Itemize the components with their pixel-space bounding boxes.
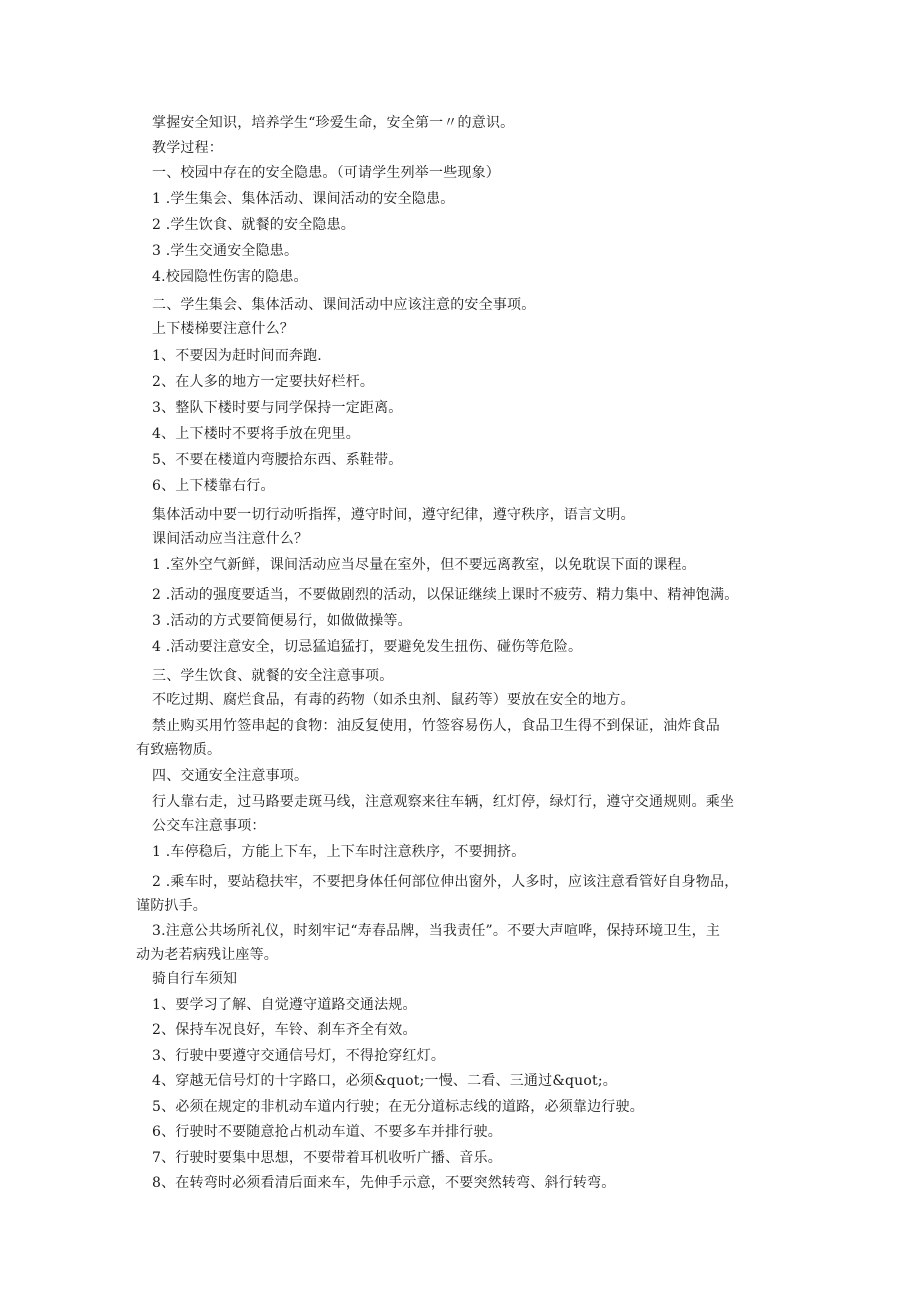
text-line: 谨防扒手。 <box>136 898 207 914</box>
text-line: 7、行驶时要集中思想，不要带着耳机收听广播、音乐。 <box>152 1150 502 1166</box>
text-line: 2 .活动的强度要适当，不要做剧烈的活动，以保证继续上课时不疲劳、精力集中、精神饱满。 <box>152 587 739 603</box>
text-line: 禁止购买用竹签串起的食物：油反复使用，竹签容易伤人，食品卫生得不到保证，油炸食品 <box>152 718 720 734</box>
text-line: 3.注意公共场所礼仪，时刻牢记“寿春品牌，当我责任”。不要大声喧哗，保持环境卫生，主 <box>152 923 721 939</box>
text-line: 1、要学习了解、自觉遵守道路交通法规。 <box>152 997 417 1013</box>
text-line: 教学过程： <box>152 140 223 156</box>
text-line: 6、上下楼靠右行。 <box>152 478 275 494</box>
text-line: 掌握安全知识，培养学生“珍爱生命，安全第一〃的意识。 <box>152 115 515 131</box>
text-line: 1 .车停稳后，方能上下车，上下车时注意秩序，不要拥挤。 <box>152 844 526 860</box>
text-line: 三、学生饮食、就餐的安全注意事项。 <box>152 668 394 684</box>
text-line: 行人靠右走，过马路要走斑马线，注意观察来往车辆，红灯停，绿灯行，遵守交通规则。乘坐 <box>152 794 735 810</box>
text-line: 二、学生集会、集体活动、课间活动中应该注意的安全事项。 <box>152 297 536 313</box>
text-line: 1 .室外空气新鲜，课间活动应当尽量在室外，但不要远离教室，以免耽误下面的课程。 <box>152 557 696 573</box>
text-line: 2 .学生饮食、就餐的安全隐患。 <box>152 217 356 233</box>
text-line: 5、必须在规定的非机动车道内行驶；在无分道标志线的道路，必须靠边行驶。 <box>152 1099 644 1115</box>
text-line: 上下楼梯要注意什么？ <box>152 321 294 337</box>
text-line: 1 .学生集会、集体活动、课间活动的安全隐患。 <box>152 191 455 207</box>
text-line: 有致癌物质。 <box>136 742 222 758</box>
text-line: 3、整队下楼时要与同学保持一定距离。 <box>152 400 403 416</box>
text-line: 公交车注意事项： <box>152 818 266 834</box>
text-line: 3 .活动的方式要简便易行，如做做操等。 <box>152 613 412 629</box>
text-line: 2、在人多的地方一定要扶好栏杆。 <box>152 374 375 390</box>
text-line: 四、交通安全注意事项。 <box>152 768 309 784</box>
text-line: 4、上下楼时不要将手放在兜里。 <box>152 426 360 442</box>
text-line: 不吃过期、腐烂食品，有毒的药物（如杀虫剂、鼠药等）要放在安全的地方。 <box>152 692 635 708</box>
text-line: 集体活动中要一切行动听指挥，遵守时间，遵守纪律，遵守秩序，语言文明。 <box>152 507 635 523</box>
text-line: 动为老若病残让座等。 <box>136 947 278 963</box>
text-line: 3、行驶中要遵守交通信号灯，不得抢穿红灯。 <box>152 1048 446 1064</box>
text-line: 8、在转弯时必须看清后面来车，先伸手示意，不要突然转弯、斜行转弯。 <box>152 1175 616 1191</box>
text-line: 6、行驶时不要随意抢占机动车道、不要多车并排行驶。 <box>152 1124 502 1140</box>
text-line: 骑自行车须知 <box>152 971 238 987</box>
text-line: 4.校园隐性伤害的隐患。 <box>152 269 308 285</box>
text-line: 2、保持车况良好，车铃、刹车齐全有效。 <box>152 1022 417 1038</box>
text-line: 课间活动应当注意什么？ <box>152 531 309 547</box>
text-line: 1、不要因为赶时间而奔跑. <box>152 348 322 364</box>
text-line: 2 .乘车时，要站稳扶牢，不要把身体任何部位伸出窗外，人多时，应该注意看管好自身物品， <box>152 874 739 890</box>
text-line: 5、不要在楼道内弯腰拾东西、系鞋带。 <box>152 452 403 468</box>
text-line: 3 .学生交通安全隐患。 <box>152 243 299 259</box>
text-line: 4、穿越无信号灯的十字路口，必须&quot;一慢、二看、三通过&quot;。 <box>152 1073 617 1089</box>
text-line: 4 .活动要注意安全，切忌猛追猛打，要避免发生扭伤、碰伤等危险。 <box>152 639 583 655</box>
text-line: 一、校园中存在的安全隐患。（可请学生列举一些现象） <box>152 165 500 181</box>
